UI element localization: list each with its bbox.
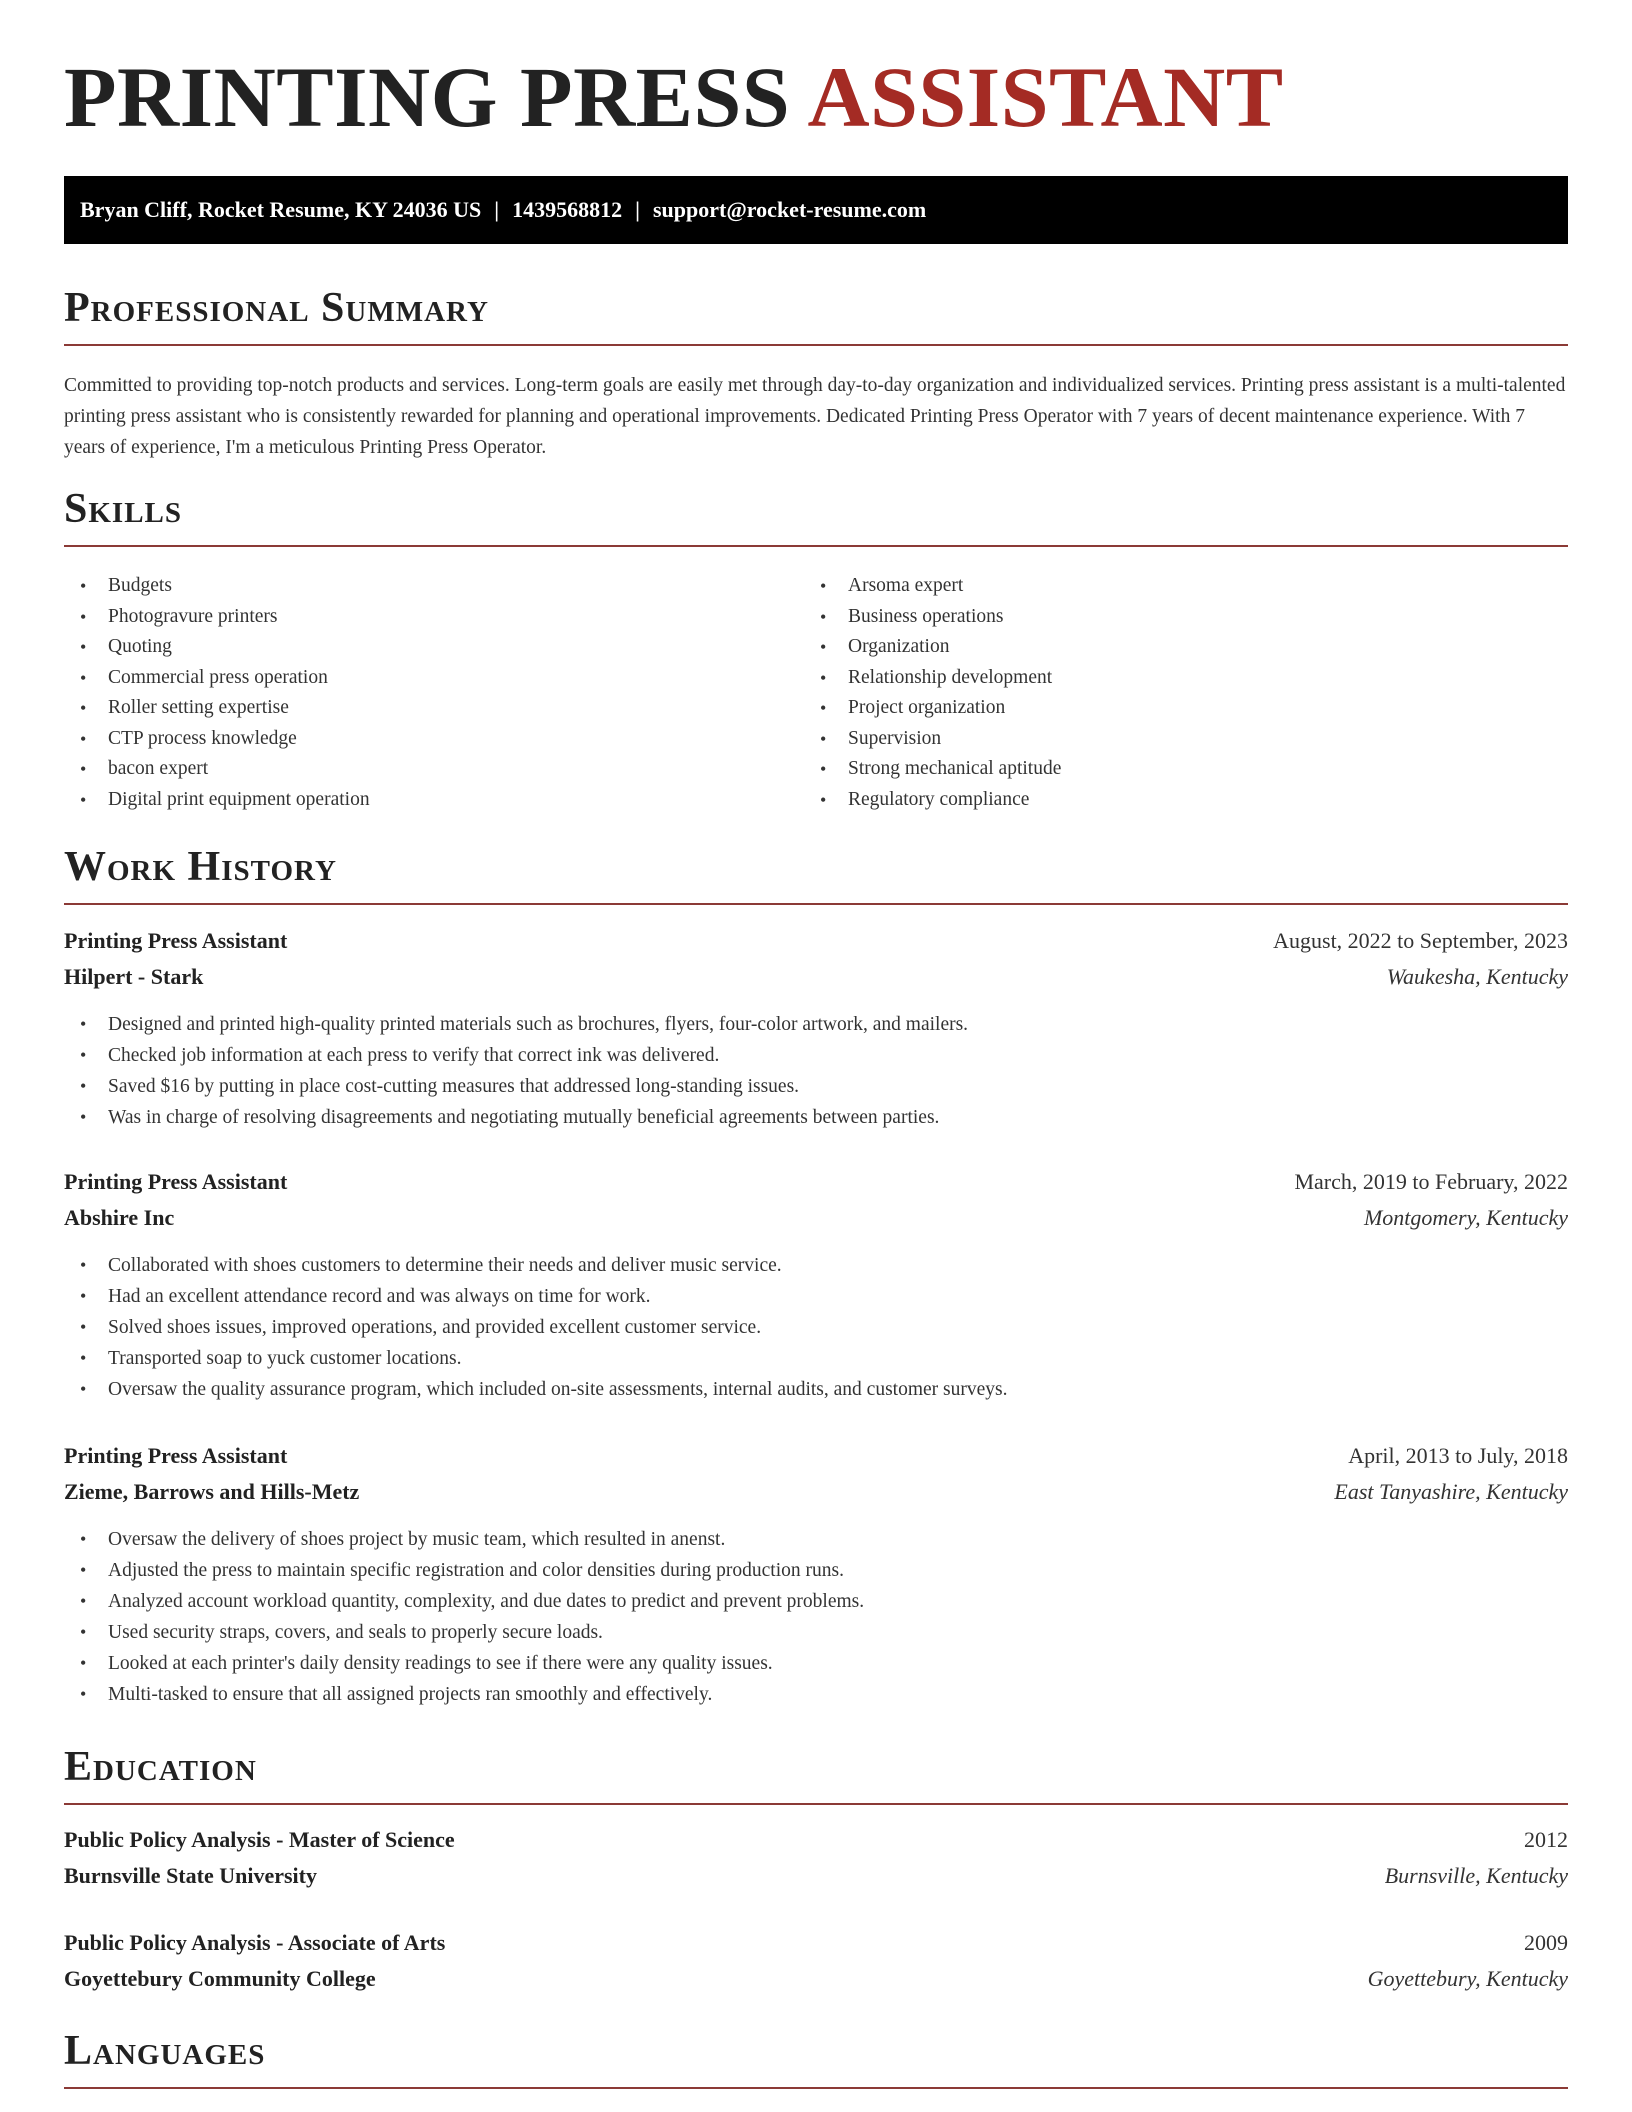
education-school-row xyxy=(64,1865,1568,1887)
duty-item: • Adjusted the press to maintain specific registration and color densities during production runs. xyxy=(64,1555,1568,1586)
duty-item: • Oversaw the quality assurance program, which included on-site assessments, internal audits, and customer surveys. xyxy=(64,1374,1568,1405)
contact-bar xyxy=(64,176,1568,244)
skills-list-left xyxy=(64,571,370,815)
skill-item: • Strong mechanical aptitude xyxy=(804,754,1061,785)
contact-phone: 1439568812 xyxy=(512,197,623,222)
duty-item: • Collaborated with shoes customers to determine their needs and deliver music service. xyxy=(64,1250,1568,1281)
summary-text: Committed to providing top-notch products and services. Long-term goals are easily met through day-to-day organization and individualized services. Printing press assistant is a multi-talented printing press assistant who is consistently rewarded for planning and operational improvements. Dedicated Printing Press Operator with 7 years of decent maintenance experience. With 7 years of experience, I'm a meticulous Printing Press Operator. xyxy=(64,375,1566,458)
education-school-row xyxy=(64,1968,1568,1990)
section-divider xyxy=(64,2087,1568,2089)
section-divider xyxy=(64,344,1568,346)
section-divider xyxy=(64,1803,1568,1805)
skill-item: • Photogravure printers xyxy=(64,602,370,633)
job-title: Printing Press Assistant xyxy=(64,1443,288,1468)
skills-list-right xyxy=(804,571,1061,815)
skill-item: • Arsoma expert xyxy=(804,571,1061,602)
contact-email: support@rocket-resume.com xyxy=(652,197,927,222)
job-title: Printing Press Assistant xyxy=(64,928,288,953)
summary-heading: Professional Summary xyxy=(64,285,489,331)
name-main: PRINTING PRESS xyxy=(64,49,791,145)
contact-separator: | xyxy=(635,197,640,222)
section-divider xyxy=(64,545,1568,547)
duty-item: • Transported soap to yuck customer locations. xyxy=(64,1343,1568,1374)
job-company-row xyxy=(64,966,1568,988)
duty-item: • Oversaw the delivery of shoes project by music team, which resulted in anenst. xyxy=(64,1524,1568,1555)
skill-item: • Commercial press operation xyxy=(64,663,370,694)
job-location: Waukesha, Kentucky xyxy=(1386,964,1568,989)
skill-item: • Project organization xyxy=(804,693,1061,724)
job-location: East Tanyashire, Kentucky xyxy=(1334,1479,1568,1504)
name-accent: ASSISTANT xyxy=(807,49,1284,145)
education-header xyxy=(64,1829,1568,1851)
job-company-row xyxy=(64,1207,1568,1229)
skill-item: • Roller setting expertise xyxy=(64,693,370,724)
job-dates: April, 2013 to July, 2018 xyxy=(1348,1443,1568,1468)
skill-item: • Budgets xyxy=(64,571,370,602)
duty-item: • Checked job information at each press to verify that correct ink was delivered. xyxy=(64,1040,1568,1071)
job-header xyxy=(64,1445,1568,1467)
school-name: Burnsville State University xyxy=(64,1863,317,1888)
skills-heading: Skills xyxy=(64,486,183,532)
school-location: Goyettebury, Kentucky xyxy=(1367,1966,1568,1991)
languages-heading: Languages xyxy=(64,2028,266,2074)
job-dates: August, 2022 to September, 2023 xyxy=(1273,928,1568,953)
contact-address: Bryan Cliff, Rocket Resume, KY 24036 US xyxy=(80,197,482,222)
skill-item: • Relationship development xyxy=(804,663,1061,694)
work-history-heading: Work History xyxy=(64,844,337,890)
job-company: Abshire Inc xyxy=(64,1205,175,1230)
job-header xyxy=(64,930,1568,952)
job-duties xyxy=(64,1250,1568,1405)
degree-year: 2012 xyxy=(1524,1827,1568,1852)
education-heading: Education xyxy=(64,1744,257,1790)
degree-year: 2009 xyxy=(1524,1930,1568,1955)
duty-item: • Analyzed account workload quantity, complexity, and due dates to predict and prevent problems. xyxy=(64,1586,1568,1617)
duty-item: • Used security straps, covers, and seals to properly secure loads. xyxy=(64,1617,1568,1648)
job-company: Zieme, Barrows and Hills-Metz xyxy=(64,1479,360,1504)
job-location: Montgomery, Kentucky xyxy=(1363,1205,1568,1230)
job-header xyxy=(64,1171,1568,1193)
school-location: Burnsville, Kentucky xyxy=(1384,1863,1568,1888)
degree-title: Public Policy Analysis - Master of Science xyxy=(64,1827,455,1852)
duty-item: • Saved $16 by putting in place cost-cutting measures that addressed long-standing issues. xyxy=(64,1071,1568,1102)
job-duties xyxy=(64,1524,1568,1710)
skill-item: • Organization xyxy=(804,632,1061,663)
resume-name xyxy=(64,49,1284,145)
duty-item: • Was in charge of resolving disagreements and negotiating mutually beneficial agreements between parties. xyxy=(64,1102,1568,1133)
duty-item: • Looked at each printer's daily density readings to see if there were any quality issues. xyxy=(64,1648,1568,1679)
skill-item: • Supervision xyxy=(804,724,1061,755)
job-title: Printing Press Assistant xyxy=(64,1169,288,1194)
duty-item: • Designed and printed high-quality printed materials such as brochures, flyers, four-color artwork, and mailers. xyxy=(64,1009,1568,1040)
skill-item: • bacon expert xyxy=(64,754,370,785)
section-divider xyxy=(64,903,1568,905)
skill-item: • Quoting xyxy=(64,632,370,663)
duty-item: • Solved shoes issues, improved operations, and provided excellent customer service. xyxy=(64,1312,1568,1343)
degree-title: Public Policy Analysis - Associate of Arts xyxy=(64,1930,446,1955)
job-duties xyxy=(64,1009,1568,1133)
contact-separator: | xyxy=(494,197,500,222)
job-company: Hilpert - Stark xyxy=(64,964,204,989)
duty-item: • Multi-tasked to ensure that all assigned projects ran smoothly and effectively. xyxy=(64,1679,1568,1710)
education-header xyxy=(64,1932,1568,1954)
school-name: Goyettebury Community College xyxy=(64,1966,376,1991)
skill-item: • CTP process knowledge xyxy=(64,724,370,755)
job-dates: March, 2019 to February, 2022 xyxy=(1294,1169,1568,1194)
skill-item: • Business operations xyxy=(804,602,1061,633)
job-company-row xyxy=(64,1481,1568,1503)
duty-item: • Had an excellent attendance record and was always on time for work. xyxy=(64,1281,1568,1312)
skill-item: • Regulatory compliance xyxy=(804,785,1061,816)
skill-item: • Digital print equipment operation xyxy=(64,785,370,816)
